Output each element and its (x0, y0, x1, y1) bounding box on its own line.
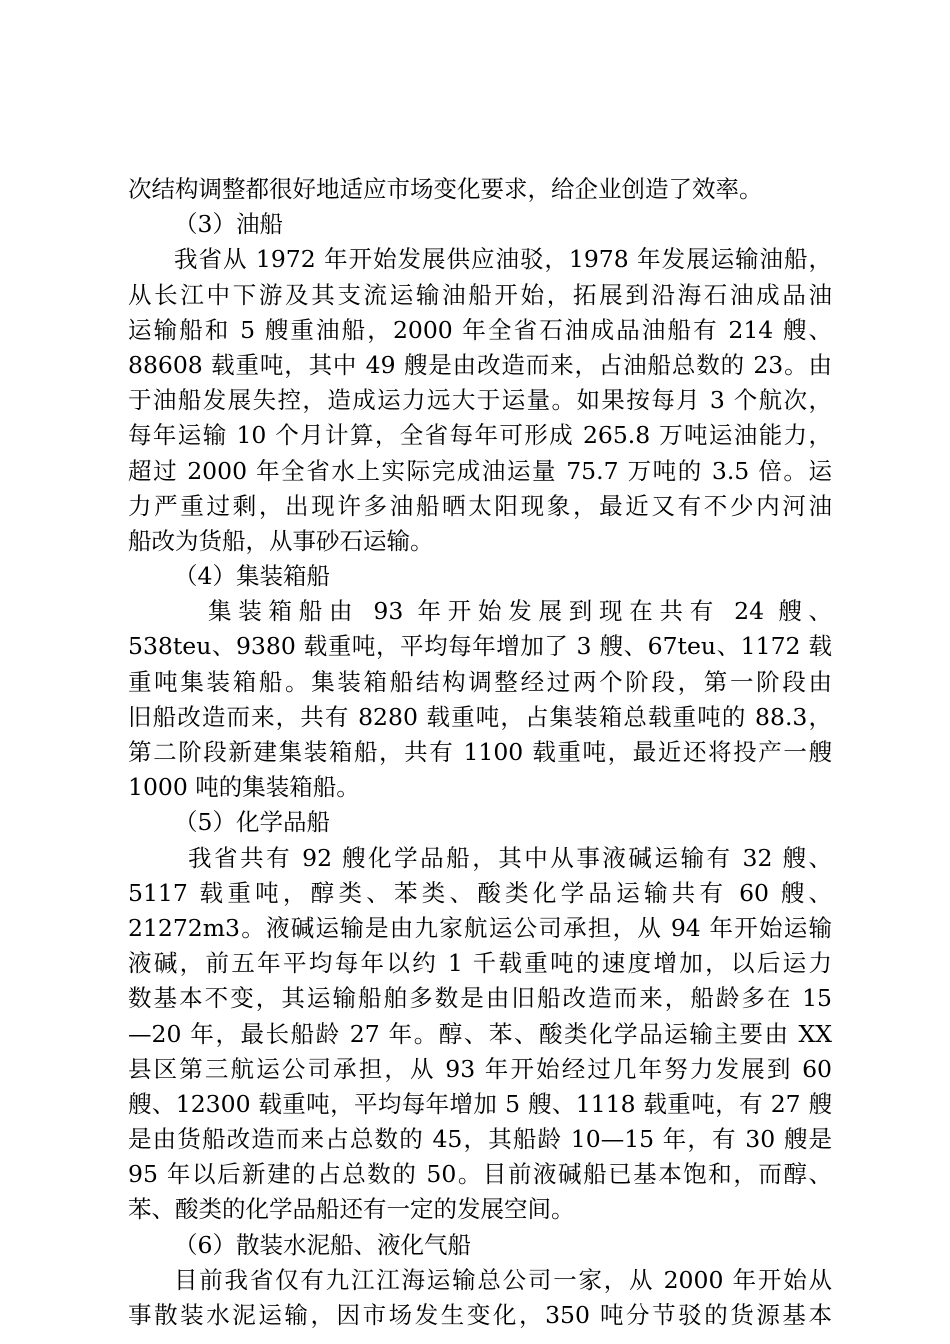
paragraph-line: 我省从 1972 年开始发展供应油驳，1978 年发展运输油船， (174, 245, 832, 274)
document-page (128, 172, 832, 1333)
paragraph-line: 次结构调整都很好地适应市场变化要求，给企业创造了效率。 (128, 175, 763, 203)
section-heading-chemical-ship: （5）化学品船 (174, 808, 330, 837)
paragraph-line: 1000 吨的集装箱船。 (128, 773, 360, 802)
paragraph-line: 从长江中下游及其支流运输油船开始，拓展到沿海石油成品油 (128, 280, 832, 309)
paragraph-line: 旧船改造而来，共有 8280 载重吨，占集装箱总载重吨的 88.3， (128, 702, 832, 731)
section-heading-oil-tanker: （3）油船 (174, 210, 283, 239)
paragraph-line: —20 年，最长船龄 27 年。醇、苯、酸类化学品运输主要由 XX (128, 1019, 832, 1048)
paragraph-line: 县区第三航运公司承担，从 93 年开始经过几年努力发展到 60 (128, 1054, 832, 1083)
paragraph-line: 95 年以后新建的占总数的 50。目前液碱船已基本饱和，而醇、 (128, 1160, 832, 1189)
paragraph-line: 力严重过剩，出现许多油船晒太阳现象，最近又有不少内河油 (128, 491, 832, 520)
paragraph-line: 超过 2000 年全省水上实际完成油运量 75.7 万吨的 3.5 倍。运 (128, 456, 832, 485)
paragraph-line: 运输船和 5 艘重油船，2000 年全省石油成品油船有 214 艘、 (128, 315, 832, 344)
paragraph-line: 艘、12300 载重吨，平均每年增加 5 艘、1118 载重吨，有 27 艘 (128, 1089, 832, 1118)
paragraph-line: 我省共有 92 艘化学品船，其中从事液碱运输有 32 艘、 (188, 843, 832, 872)
paragraph-line: 船改为货船，从事砂石运输。 (128, 526, 434, 555)
section-heading-cement-gas-ship: （6）散装水泥船、液化气船 (174, 1230, 471, 1259)
paragraph-line: 每年运输 10 个月计算，全省每年可形成 265.8 万吨运油能力， (128, 421, 832, 450)
paragraph-line: 第二阶段新建集装箱船，共有 1100 载重吨，最近还将投产一艘 (128, 738, 832, 766)
paragraph-line: 事散装水泥运输，因市场发生变化，350 吨分节驳的货源基本 (128, 1301, 832, 1329)
paragraph-line: 是由货船改造而来占总数的 45，其船龄 10—15 年，有 30 艘是 (128, 1125, 832, 1154)
paragraph-line: 重吨集装箱船。集装箱船结构调整经过两个阶段，第一阶段由 (128, 667, 832, 696)
paragraph-line: 目前我省仅有九江江海运输总公司一家，从 2000 年开始从 (174, 1265, 832, 1294)
paragraph-line: 苯、酸类的化学品船还有一定的发展空间。 (128, 1195, 575, 1224)
paragraph-line: 液碱，前五年平均每年以约 1 千载重吨的速度增加，以后运力 (128, 949, 832, 978)
section-heading-container-ship: （4）集装箱船 (174, 562, 330, 591)
paragraph-line: 于油船发展失控，造成运力远大于运量。如果按每月 3 个航次， (128, 386, 832, 415)
paragraph-line: 5117 载重吨，醇类、苯类、酸类化学品运输共有 60 艘、 (128, 878, 832, 907)
paragraph-line: 数基本不变，其运输船舶多数是由旧船改造而来，船龄多在 15 (128, 984, 832, 1013)
paragraph-line: 538teu、9380 载重吨，平均每年增加了 3 艘、67teu、1172 载 (128, 632, 832, 661)
paragraph-line: 88608 载重吨，其中 49 艘是由改造而来，占油船总数的 23。由 (128, 350, 832, 379)
paragraph-line: 集装箱船由 93 年开始发展到现在共有 24 艘、 (208, 597, 832, 626)
paragraph-line: 21272m3。液碱运输是由九家航运公司承担，从 94 年开始运输 (128, 913, 832, 942)
